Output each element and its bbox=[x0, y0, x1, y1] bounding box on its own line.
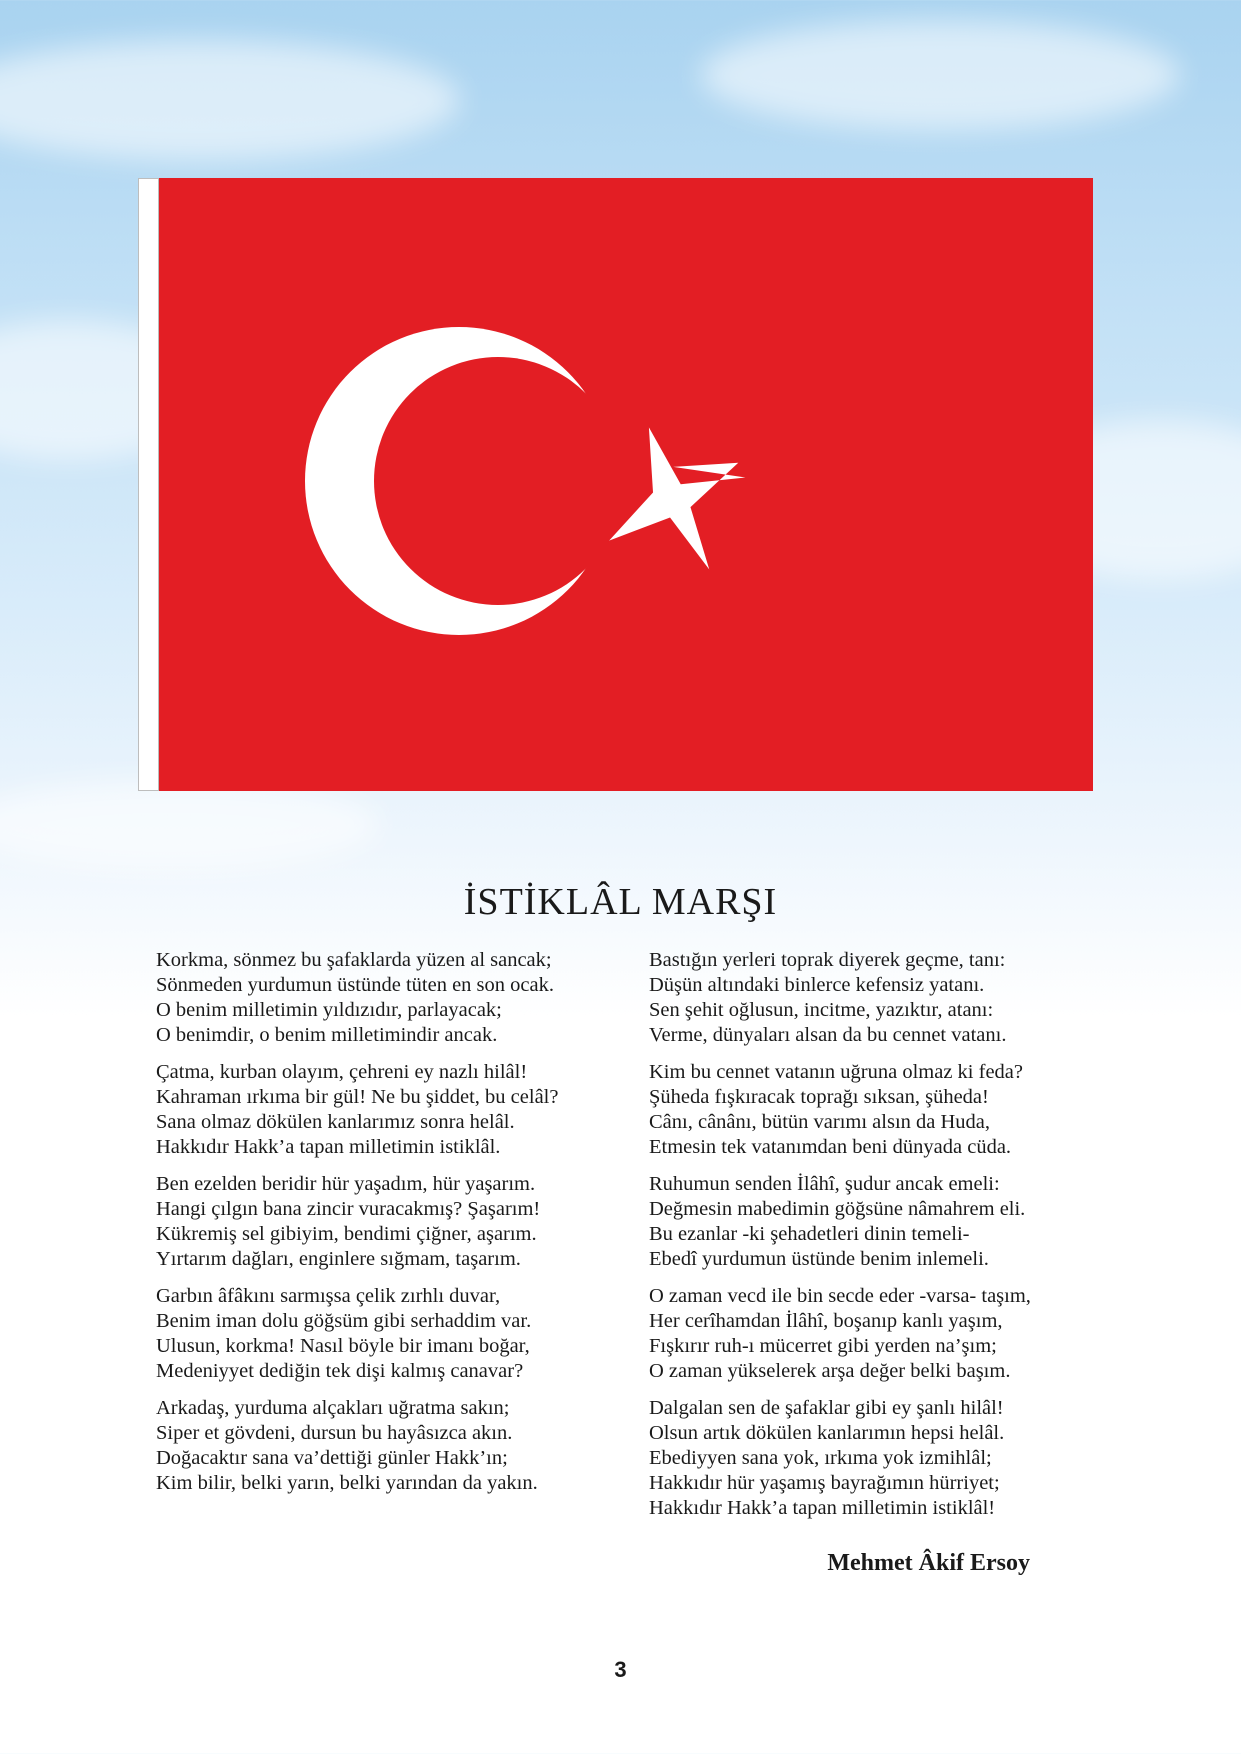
page-number: 3 bbox=[614, 1657, 627, 1682]
verse-line: Ebedî yurdumun üstünde benim inlemeli. bbox=[649, 1248, 989, 1270]
stanza bbox=[156, 1172, 656, 1272]
stanza bbox=[649, 1172, 1149, 1272]
verse-line: Değmesin mabedimin göğsüne nâmahrem eli. bbox=[649, 1198, 1026, 1220]
sky-cloud bbox=[0, 780, 380, 870]
stanza bbox=[649, 948, 1149, 1048]
verse-line: Olsun artık dökülen kanlarımın hepsi helâl. bbox=[649, 1422, 1005, 1444]
verse-line: Çatma, kurban olayım, çehreni ey nazlı hilâl! bbox=[156, 1061, 528, 1083]
stanza bbox=[649, 1060, 1149, 1160]
verse-line: Düşün altındaki binlerce kefensiz yatanı. bbox=[649, 974, 985, 996]
sky-cloud bbox=[0, 40, 460, 160]
verse-line: Ben ezelden beridir hür yaşadım, hür yaşarım. bbox=[156, 1173, 536, 1195]
verse-line: Hakkıdır hür yaşamış bayrağımın hürriyet; bbox=[649, 1472, 1000, 1494]
left-column bbox=[156, 948, 656, 1508]
verse-line: Fışkırır ruh-ı mücerret gibi yerden na’şım; bbox=[649, 1335, 997, 1357]
verse-line: Verme, dünyaları alsan da bu cennet vatanı. bbox=[649, 1024, 1007, 1046]
verse-line: O benim milletimin yıldızıdır, parlayacak; bbox=[156, 999, 502, 1021]
crescent-icon bbox=[159, 178, 1093, 791]
verse-line: Hangi çılgın bana zincir vuracakmış? Şaşarım! bbox=[156, 1198, 541, 1220]
verse-line: Ebediyyen sana yok, ırkıma yok izmihlâl; bbox=[649, 1447, 992, 1469]
verse-line: O benimdir, o benim milletimindir ancak. bbox=[156, 1024, 498, 1046]
verse-line: Dalgalan sen de şafaklar gibi ey şanlı hilâl! bbox=[649, 1397, 1004, 1419]
verse-line: O zaman vecd ile bin secde eder -varsa- taşım, bbox=[649, 1285, 1031, 1307]
stanza bbox=[156, 1284, 656, 1384]
verse-line: Korkma, sönmez bu şafaklarda yüzen al sancak; bbox=[156, 949, 552, 971]
verse-line: Şüheda fışkıracak toprağı sıksan, şüheda! bbox=[649, 1086, 989, 1108]
verse-line: Kim bu cennet vatanın uğruna olmaz ki feda? bbox=[649, 1061, 1023, 1083]
stanza bbox=[649, 1284, 1149, 1384]
crescent-and-star-icon bbox=[159, 178, 1093, 791]
verse-line: Benim iman dolu göğsüm gibi serhaddim var. bbox=[156, 1310, 532, 1332]
verse-line: Sönmeden yurdumun üstünde tüten en son ocak. bbox=[156, 974, 554, 996]
verse-line: Cânı, cânânı, bütün varımı alsın da Huda, bbox=[649, 1111, 991, 1133]
verse-line: O zaman yükselerek arşa değer belki başım. bbox=[649, 1360, 1011, 1382]
verse-line: Ulusun, korkma! Nasıl böyle bir imanı boğar, bbox=[156, 1335, 530, 1357]
verse-line: Ruhumun senden İlâhî, şudur ancak emeli: bbox=[649, 1173, 1000, 1195]
flag-hoist bbox=[138, 178, 159, 791]
verse-line: Medeniyyet dediğin tek dişi kalmış canavar? bbox=[156, 1360, 524, 1382]
verse-line: Hakkıdır Hakk’a tapan milletimin istiklâl. bbox=[156, 1136, 501, 1158]
turkish-flag bbox=[138, 178, 1093, 791]
verse-line: Garbın âfâkını sarmışsa çelik zırhlı duvar, bbox=[156, 1285, 501, 1307]
verse-line: Kim bilir, belki yarın, belki yarından da yakın. bbox=[156, 1472, 538, 1494]
verse-line: Yırtarım dağları, enginlere sığmam, taşarım. bbox=[156, 1248, 521, 1270]
stanza bbox=[156, 1060, 656, 1160]
verse-line: Kahraman ırkıma bir gül! Ne bu şiddet, bu celâl? bbox=[156, 1086, 559, 1108]
stanza bbox=[156, 1396, 656, 1496]
verse-line: Etmesin tek vatanımdan beni dünyada cüda. bbox=[649, 1136, 1012, 1158]
stanza bbox=[649, 1396, 1149, 1521]
flag-field bbox=[159, 178, 1093, 791]
verse-line: Her cerîhamdan İlâhî, boşanıp kanlı yaşım, bbox=[649, 1310, 1003, 1332]
verse-line: Kükremiş sel gibiyim, bendimi çiğner, aşarım. bbox=[156, 1223, 537, 1245]
stanza bbox=[156, 948, 656, 1048]
verse-line: Sen şehit oğlusun, incitme, yazıktır, atanı: bbox=[649, 999, 994, 1021]
verse-line: Bastığın yerleri toprak diyerek geçme, tanı: bbox=[649, 949, 1006, 971]
sky-cloud bbox=[700, 20, 1180, 130]
right-column bbox=[649, 948, 1149, 1533]
verse-line: Arkadaş, yurduma alçakları uğratma sakın; bbox=[156, 1397, 510, 1419]
verse-line: Sana olmaz dökülen kanlarımız sonra helâl. bbox=[156, 1111, 515, 1133]
verse-line: Hakkıdır Hakk’a tapan milletimin istiklâl! bbox=[649, 1497, 996, 1519]
verse-line: Siper et gövdeni, dursun bu hayâsızca akın. bbox=[156, 1422, 513, 1444]
verse-line: Doğacaktır sana va’dettiği günler Hakk’ın; bbox=[156, 1447, 508, 1469]
anthem-title: İSTİKLÂL MARŞI bbox=[463, 881, 778, 923]
verse-line: Bu ezanlar -ki şehadetleri dinin temeli- bbox=[649, 1223, 970, 1245]
author-signature: Mehmet Âkif Ersoy bbox=[827, 1550, 1030, 1576]
